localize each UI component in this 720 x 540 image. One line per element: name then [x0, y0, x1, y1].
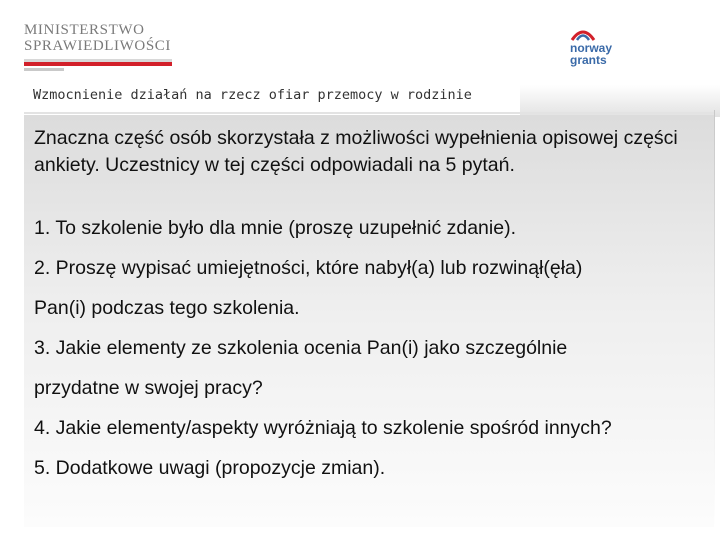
question-line: 2. Proszę wypisać umiejętności, które nabył(a) lub rozwinął(ęła) [34, 257, 583, 279]
question-line: 1. To szkolenie było dla mnie (proszę uzupełnić zdanie). [34, 217, 516, 239]
question-line: 4. Jakie elementy/aspekty wyróżniają to szkolenie spośród innych? [34, 417, 612, 439]
ministry-url-mark [24, 68, 64, 71]
question-line: 5. Dodatkowe uwagi (propozycje zmian). [34, 457, 386, 479]
right-edge-line [714, 110, 715, 528]
ministry-logo-line2: SPRAWIEDLIWOŚCI [24, 38, 171, 54]
norway-grants-line1: norway [570, 41, 613, 55]
ministry-logo [24, 22, 174, 82]
header [0, 0, 720, 115]
norway-grants-line2: grants [570, 53, 607, 67]
header-divider [24, 112, 714, 114]
question-line: przydatne w swojej pracy? [34, 377, 263, 399]
question-line: 3. Jakie elementy ze szkolenia ocenia Pan(i) jako szczególnie [34, 337, 568, 359]
flag-stripe-red [24, 62, 172, 66]
question-line: Pan(i) podczas tego szkolenia. [34, 297, 300, 319]
content-panel [24, 115, 714, 527]
intro-paragraph: Znaczna część osób skorzystała z możliwości wypełnienia opisowej części ankiety. Uczestnicy w tej części odpowiadali na 5 pytań. [34, 127, 678, 176]
ministry-logo-line1: MINISTERSTWO [24, 22, 145, 38]
norway-grants-arc-icon [570, 28, 596, 42]
norway-grants-logo [566, 28, 636, 78]
project-subtitle: Wzmocnienie działań na rzecz ofiar przemocy w rodzinie [33, 87, 472, 103]
